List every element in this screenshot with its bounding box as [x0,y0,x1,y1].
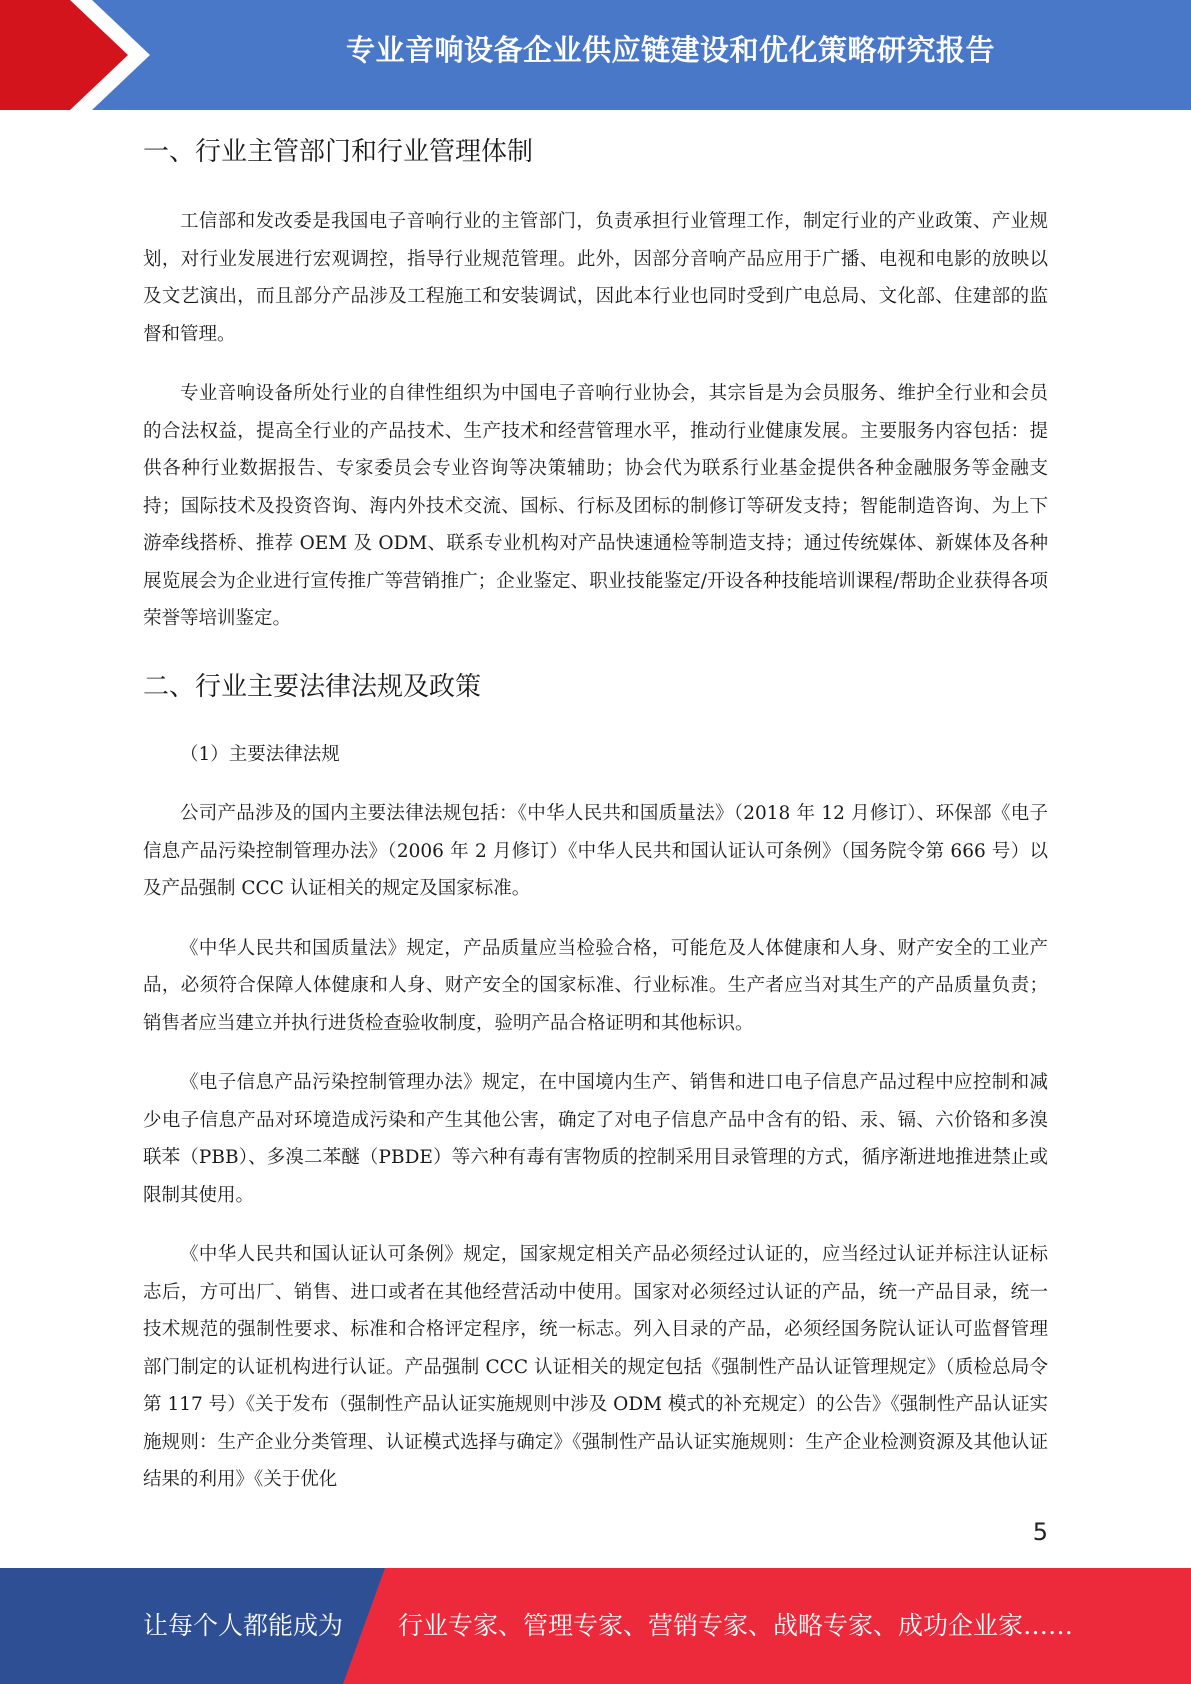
section-laws [143,660,1048,1499]
paragraph: 专业音响设备所处行业的自律性组织为中国电子音响行业协会，其宗旨是为会员服务、维护全行业和会员的合法权益，提高全行业的产品技术、生产技术和经营管理水平，推动行业健康发展。主要服务内容包括：提供各种行业数据报告、专家委员会专业咨询等决策辅助；协会代为联系行业基金提供各种金融服务等金融支持；国际技术及投资咨询、海内外技术交流、国标、行标及团标的制修订等研发支持；智能制造咨询、为上下游牵线搭桥、推荐 OEM 及 ODM、联系专业机构对产品快速通检等制造支持；通过传统媒体、新媒体及各种展览展会为企业进行宣传推广等营销推广；企业鉴定、职业技能鉴定/开设各种技能培训课程/帮助企业获得各项荣誉等培训鉴定。 [143,383,1048,629]
section-management [143,125,1048,638]
document-body [143,125,1048,1521]
section-heading: 二、行业主要法律法规及政策 [143,671,482,702]
footer-slogan-right: 行业专家、管理专家、营销专家、战略专家、成功企业家…… [398,1611,1074,1640]
subsection-heading: （1）主要法律法规 [180,743,340,765]
paragraph: 工信部和发改委是我国电子音响行业的主管部门，负责承担行业管理工作，制定行业的产业政策、产业规划，对行业发展进行宏观调控，指导行业规范管理。此外，因部分音响产品应用于广播、电视和电影的放映以及文艺演出，而且部分产品涉及工程施工和安装调试，因此本行业也同时受到广电总局、文化部、住建部的监督和管理。 [143,211,1048,345]
page-footer [0,1568,1191,1684]
paragraph: 《电子信息产品污染控制管理办法》规定，在中国境内生产、销售和进口电子信息产品过程中应控制和减少电子信息产品对环境造成污染和产生其他公害，确定了对电子信息产品中含有的铅、汞、镉、六价铬和多溴联苯（PBB）、多溴二苯醚（PBDE）等六种有毒有害物质的控制采用目录管理的方式，循序渐进地推进禁止或限制其使用。 [143,1072,1048,1206]
paragraph: 《中华人民共和国认证认可条例》规定，国家规定相关产品必须经过认证的，应当经过认证并标注认证标志后，方可出厂、销售、进口或者在其他经营活动中使用。国家对必须经过认证的产品，统一产品目录，统一技术规范的强制性要求、标准和合格评定程序，统一标志。列入目录的产品，必须经国务院认证认可监督管理部门制定的认证机构进行认证。产品强制 CCC 认证相关的规定包括《强制性产品认证管理规定》（质检总局令第 117 号）《关于发布（强制性产品认证实施规则中涉及 ODM 模式的补充规定）的公告》《强制性产品认证实施规则：生产企业分类管理、认证模式选择与确定》《强制性产品认证实施规则：生产企业检测资源及其他认证结果的利用》《关于优化 [143,1244,1048,1490]
paragraph: 《中华人民共和国质量法》规定，产品质量应当检验合格，可能危及人体健康和人身、财产安全的工业产品，必须符合保障人体健康和人身、财产安全的国家标准、行业标准。生产者应当对其生产的产品质量负责；销售者应当建立并执行进货检查验收制度，验明产品合格证明和其他标识。 [143,937,1048,1034]
report-title: 专业音响设备企业供应链建设和优化策略研究报告 [345,33,995,67]
page-number: 5 [1032,1518,1048,1546]
page-header [0,0,1191,110]
paragraph: 公司产品涉及的国内主要法律法规包括：《中华人民共和国质量法》（2018 年 12 月修订）、环保部《电子信息产品污染控制管理办法》（2006 年 2 月修订）《中华人民共和国认证认可条例》（国务院令第 666 号）以及产品强制 CCC 认证相关的规定及国家标准。 [143,803,1048,899]
footer-slogan-left: 让每个人都能成为 [143,1611,344,1640]
section-heading: 一、行业主管部门和行业管理体制 [143,137,534,167]
